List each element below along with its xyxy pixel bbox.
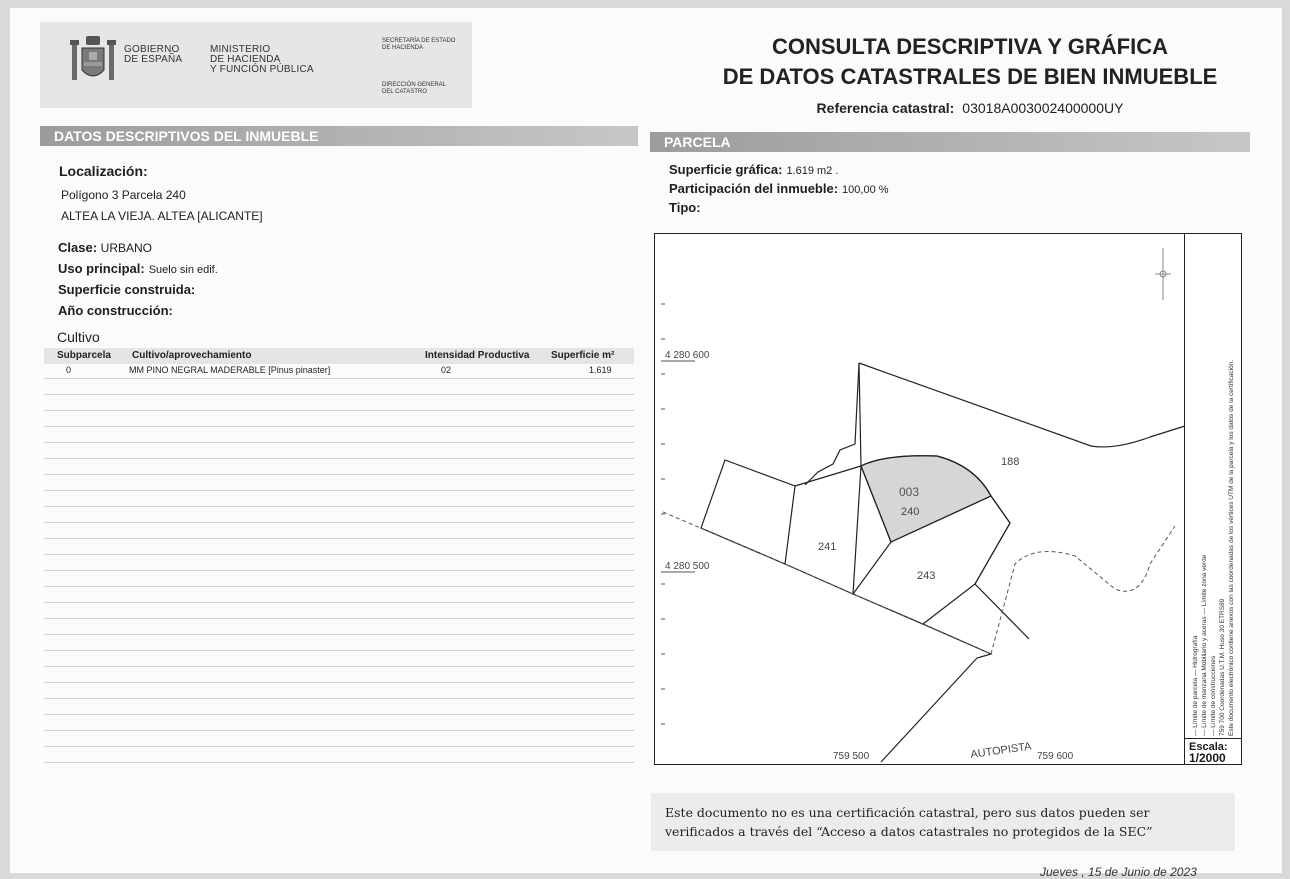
referencia-catastral xyxy=(690,100,1250,116)
legend-line: — Límite de manzana Mobiliario y aceras — Límite zona verde xyxy=(1201,554,1208,736)
title-line: CONSULTA DESCRIPTIVA Y GRÁFICA xyxy=(771,34,1169,59)
table-rule xyxy=(44,746,634,747)
map-legend-text xyxy=(1191,360,1236,736)
header-subparcela: Subparcela xyxy=(57,350,111,361)
band-title: PARCELA xyxy=(664,134,731,150)
table-rule xyxy=(44,538,634,539)
parcela-band xyxy=(650,132,1250,152)
sup-label: Superficie gráfica: xyxy=(669,162,783,177)
ministerio-line: Y FUNCIÓN PÚBLICA xyxy=(210,64,314,75)
cultivo-label: Cultivo xyxy=(57,329,100,345)
table-rule xyxy=(44,490,634,491)
cell-intensidad: 02 xyxy=(441,365,452,375)
scale-label: Escala: xyxy=(1189,741,1228,753)
secretaria-line: DE HACIENDA xyxy=(382,45,424,51)
cell-subparcela: 0 xyxy=(66,365,72,375)
table-rule xyxy=(44,378,634,379)
north-arrow-icon xyxy=(1155,248,1171,300)
ministerio-label xyxy=(210,45,314,75)
part-label: Participación del inmueble: xyxy=(669,181,839,196)
document-page xyxy=(10,8,1282,879)
cell-cultivo: MM PINO NEGRAL MADERABLE [Pinus pinaster] xyxy=(129,365,331,375)
table-rule xyxy=(44,586,634,587)
table-rule xyxy=(44,666,634,667)
table-rule xyxy=(44,714,634,715)
clase-value: URBANO xyxy=(100,241,152,255)
cell-superficie: 1.619 xyxy=(589,365,612,375)
coord-x1: 759 500 xyxy=(833,751,870,762)
table-rule xyxy=(44,650,634,651)
legend-line: 759 700 Coordenadas U.T.M. Huso 30 ETRS89 xyxy=(1219,598,1226,736)
superficie-grafica-row xyxy=(669,162,838,177)
table-rule xyxy=(44,730,634,731)
direccion-line: DEL CATASTRO xyxy=(382,89,427,95)
verification-note: Este documento no es una certificación catastral, pero sus datos pueden ser verificados a través del “Acceso a datos catastrales no protegidos de la SEC” xyxy=(651,793,1235,851)
header-intensidad: Intensidad Productiva xyxy=(425,350,530,361)
clase-row xyxy=(58,240,152,255)
table-rule xyxy=(44,682,634,683)
part-value: 100,00 % xyxy=(842,184,889,196)
coat-of-arms-icon xyxy=(68,32,118,88)
localizacion-label: Localización: xyxy=(59,163,148,179)
table-rule xyxy=(44,762,634,763)
table-rule xyxy=(44,442,634,443)
direccion-label xyxy=(382,82,446,96)
table-rule xyxy=(44,410,634,411)
band-title: DATOS DESCRIPTIVOS DEL INMUEBLE xyxy=(54,128,319,144)
scale-value: 1/2000 xyxy=(1189,751,1226,765)
localizacion-line2: ALTEA LA VIEJA. ALTEA [ALICANTE] xyxy=(61,209,263,223)
ref-label: Referencia catastral: xyxy=(816,100,955,116)
table-rule xyxy=(44,522,634,523)
government-header xyxy=(40,22,472,108)
map-scale xyxy=(1184,738,1242,765)
uso-label: Uso principal: xyxy=(58,261,145,276)
secretaria-label xyxy=(382,38,455,52)
table-rule xyxy=(44,602,634,603)
title-line: DE DATOS CATASTRALES DE BIEN INMUEBLE xyxy=(722,64,1218,89)
parcel-plan xyxy=(655,234,1240,763)
parcel-188-label: 188 xyxy=(1001,456,1020,468)
ministerio-line: DE HACIENDA xyxy=(210,54,281,65)
participacion-row xyxy=(669,181,889,196)
table-rule xyxy=(44,394,634,395)
parcel-240-label: 240 xyxy=(901,506,920,518)
parcel-241-label: 241 xyxy=(818,541,837,553)
manzana-003-label: 003 xyxy=(899,485,920,499)
anio-construccion-label: Año construcción: xyxy=(58,303,173,318)
tipo-label: Tipo: xyxy=(669,200,701,215)
header-cultivo: Cultivo/aprovechamiento xyxy=(132,350,252,361)
table-rule xyxy=(44,554,634,555)
direccion-line: DIRECCIÓN GENERAL xyxy=(382,82,447,88)
table-rule xyxy=(44,618,634,619)
legend-line: — Límite de construcciones xyxy=(1210,655,1217,736)
left-ticks xyxy=(661,304,665,724)
gobierno-line: GOBIERNO xyxy=(124,44,180,55)
legend-line: — Límite de parcela — Hidrografía xyxy=(1192,635,1199,736)
table-rule xyxy=(44,474,634,475)
document-title xyxy=(690,32,1250,92)
superficie-construida-label: Superficie construida: xyxy=(58,282,196,297)
coord-y2: 4 280 500 xyxy=(665,561,710,572)
coord-x2: 759 600 xyxy=(1037,751,1074,762)
uso-row xyxy=(58,261,218,276)
legend-line: Este documento electrónico contiene anexos con las coordenadas de los vértices UTM de la parcela y los datos de la certificación. xyxy=(1228,359,1235,736)
table-rule xyxy=(44,458,634,459)
gobierno-label xyxy=(124,45,182,65)
parcel-240-shape xyxy=(861,456,991,542)
table-rule xyxy=(44,426,634,427)
sup-value: 1.619 m2 . xyxy=(786,165,839,177)
header-superficie: Superficie m² xyxy=(551,350,615,361)
cadastral-map xyxy=(654,233,1242,765)
map-labels xyxy=(665,350,1074,762)
gobierno-line: DE ESPAÑA xyxy=(124,54,183,65)
autopista-label: AUTOPISTA xyxy=(969,740,1033,761)
table-rule xyxy=(44,506,634,507)
ministerio-line: MINISTERIO xyxy=(210,44,271,55)
datos-descriptivos-band xyxy=(40,126,638,146)
localizacion-line1: Polígono 3 Parcela 240 xyxy=(61,188,186,202)
uso-value: Suelo sin edif. xyxy=(148,264,218,276)
coord-y1: 4 280 600 xyxy=(665,350,710,361)
table-rule xyxy=(44,698,634,699)
table-rule xyxy=(44,570,634,571)
secretaria-line: SECRETARÍA DE ESTADO xyxy=(382,38,456,44)
document-date: Jueves , 15 de Junio de 2023 xyxy=(1040,865,1197,879)
parcel-243-label: 243 xyxy=(917,570,936,582)
table-rule xyxy=(44,634,634,635)
ref-value: 03018A003002400000UY xyxy=(962,100,1124,116)
clase-label: Clase: xyxy=(58,240,98,255)
